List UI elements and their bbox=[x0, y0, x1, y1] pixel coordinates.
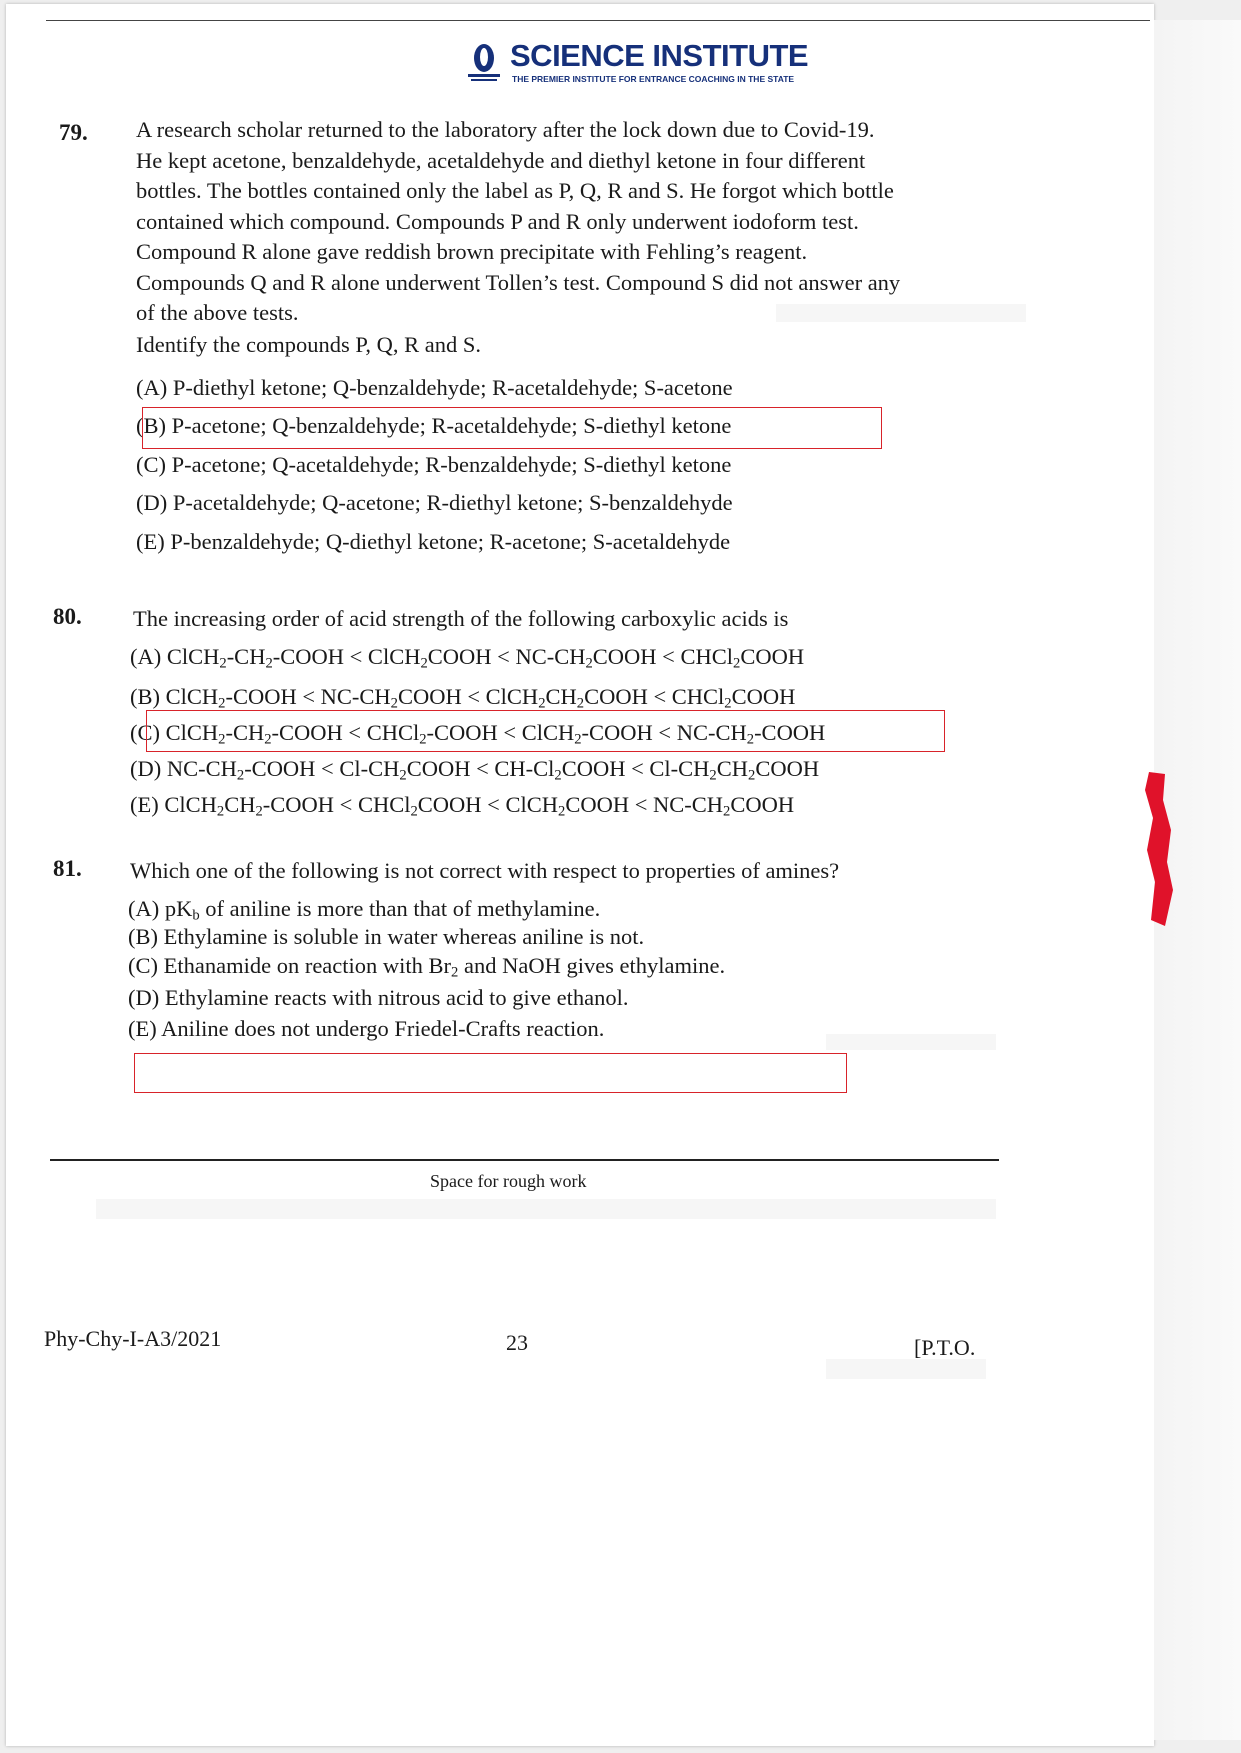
stem-line: Compounds Q and R alone underwent Tollen’s test. Compound S did not answer any bbox=[136, 269, 901, 295]
top-rule bbox=[46, 20, 1150, 21]
stem-line: contained which compound. Compounds P and R only underwent iodoform test. bbox=[136, 208, 859, 234]
please-turn-over: [P.T.O. bbox=[914, 1335, 976, 1360]
option-b: (B) Ethylamine is soluble in water whereas aniline is not. bbox=[128, 924, 645, 949]
option-a: (A) P-diethyl ketone; Q-benzaldehyde; R-acetaldehyde; S-acetone bbox=[136, 375, 733, 400]
brand-name: SCIENCE INSTITUTE bbox=[510, 38, 809, 73]
page-number: 23 bbox=[506, 1330, 528, 1355]
red-ink-mark bbox=[1143, 770, 1177, 930]
answer-highlight-box bbox=[146, 710, 945, 752]
rough-work-rule bbox=[50, 1159, 999, 1161]
option-c: (C) $ClCH_2-CH_2$-COOH < CHCl$_2$-COOH < ClCH$_2$-COOH < $NC-CH_2$-COOH bbox=[130, 720, 826, 748]
question-text: The increasing order of acid strength of the following carboxylic acids is bbox=[133, 606, 789, 631]
rough-work-label: Space for rough work bbox=[430, 1171, 587, 1191]
answer-highlight-box bbox=[134, 1053, 847, 1093]
option-d: (D) P-acetaldehyde; Q-acetone; R-diethyl ketone; S-benzaldehyde bbox=[136, 490, 733, 515]
institute-header bbox=[466, 38, 826, 86]
option-d: (D) $NC-CH_2$-COOH < $Cl-CH_2COOH$ < $CH-Cl_2COOH$ < $Cl-CH_2CH_2COOH$ bbox=[130, 756, 820, 784]
bleed-through bbox=[826, 1034, 996, 1050]
question-number: 81. bbox=[53, 856, 82, 881]
option-e: (E) $ClCH_2CH_2$-COOH < CHCl$_2$COOH < ClCH$_2$COOH < $NC-CH_2COOH$ bbox=[130, 792, 795, 820]
question-text: Which one of the following is not correct with respect to properties of amines? bbox=[130, 858, 840, 883]
q79-stem bbox=[136, 115, 902, 329]
bleed-through bbox=[826, 1359, 986, 1379]
answer-highlight-box bbox=[142, 407, 882, 449]
institute-logo-icon bbox=[466, 42, 502, 84]
stem-line: Compound R alone gave reddish brown precipitate with Fehling’s reagent. bbox=[136, 239, 808, 264]
stem-line: bottles. The bottles contained only the label as P, Q, R and S. He forgot which bottle bbox=[136, 178, 894, 203]
option-b: (B) P-acetone; Q-benzaldehyde; R-acetaldehyde; S-diethyl ketone bbox=[136, 413, 732, 438]
stem-line: of the above tests. bbox=[136, 300, 299, 325]
question-text: Identify the compounds P, Q, R and S. bbox=[136, 332, 481, 357]
option-a: (A) $pK_b$ of aniline is more than that of methylamine. bbox=[128, 896, 601, 924]
stem-line: He kept acetone, benzaldehyde, acetaldehyde and diethyl ketone in four different bbox=[136, 147, 866, 173]
option-b: (B) ClCH$_2$-COOH < $NC-CH_2COOH$ < $ClCH_2CH_2COOH$ < CHCl$_2$COOH bbox=[130, 684, 796, 712]
option-e: (E) P-benzaldehyde; Q-diethyl ketone; R-acetone; S-acetaldehyde bbox=[136, 529, 731, 554]
question-number: 79. bbox=[59, 120, 88, 145]
paper-code: Phy-Chy-I-A3/2021 bbox=[44, 1326, 222, 1351]
question-number: 80. bbox=[53, 604, 82, 629]
bleed-through bbox=[96, 1199, 996, 1219]
option-d: (D) Ethylamine reacts with nitrous acid to give ethanol. bbox=[128, 985, 629, 1010]
option-e: (E) Aniline does not undergo Friedel-Crafts reaction. bbox=[128, 1016, 605, 1041]
option-c: (C) Ethanamide on reaction with $Br_2$ and NaOH gives ethylamine. bbox=[128, 953, 726, 981]
brand-tagline: THE PREMIER INSTITUTE FOR ENTRANCE COACHING IN THE STATE bbox=[512, 74, 795, 84]
stem-line: A research scholar returned to the laboratory after the lock down due to Covid-19. bbox=[136, 117, 875, 142]
option-a: (A) $ClCH_2-CH_2$-COOH < ClCH$_2$COOH < $NC-CH_2COOH$ < CHCl$_2$COOH bbox=[130, 644, 805, 672]
exam-page bbox=[6, 4, 1154, 1746]
option-c: (C) P-acetone; Q-acetaldehyde; R-benzaldehyde; S-diethyl ketone bbox=[136, 452, 732, 477]
